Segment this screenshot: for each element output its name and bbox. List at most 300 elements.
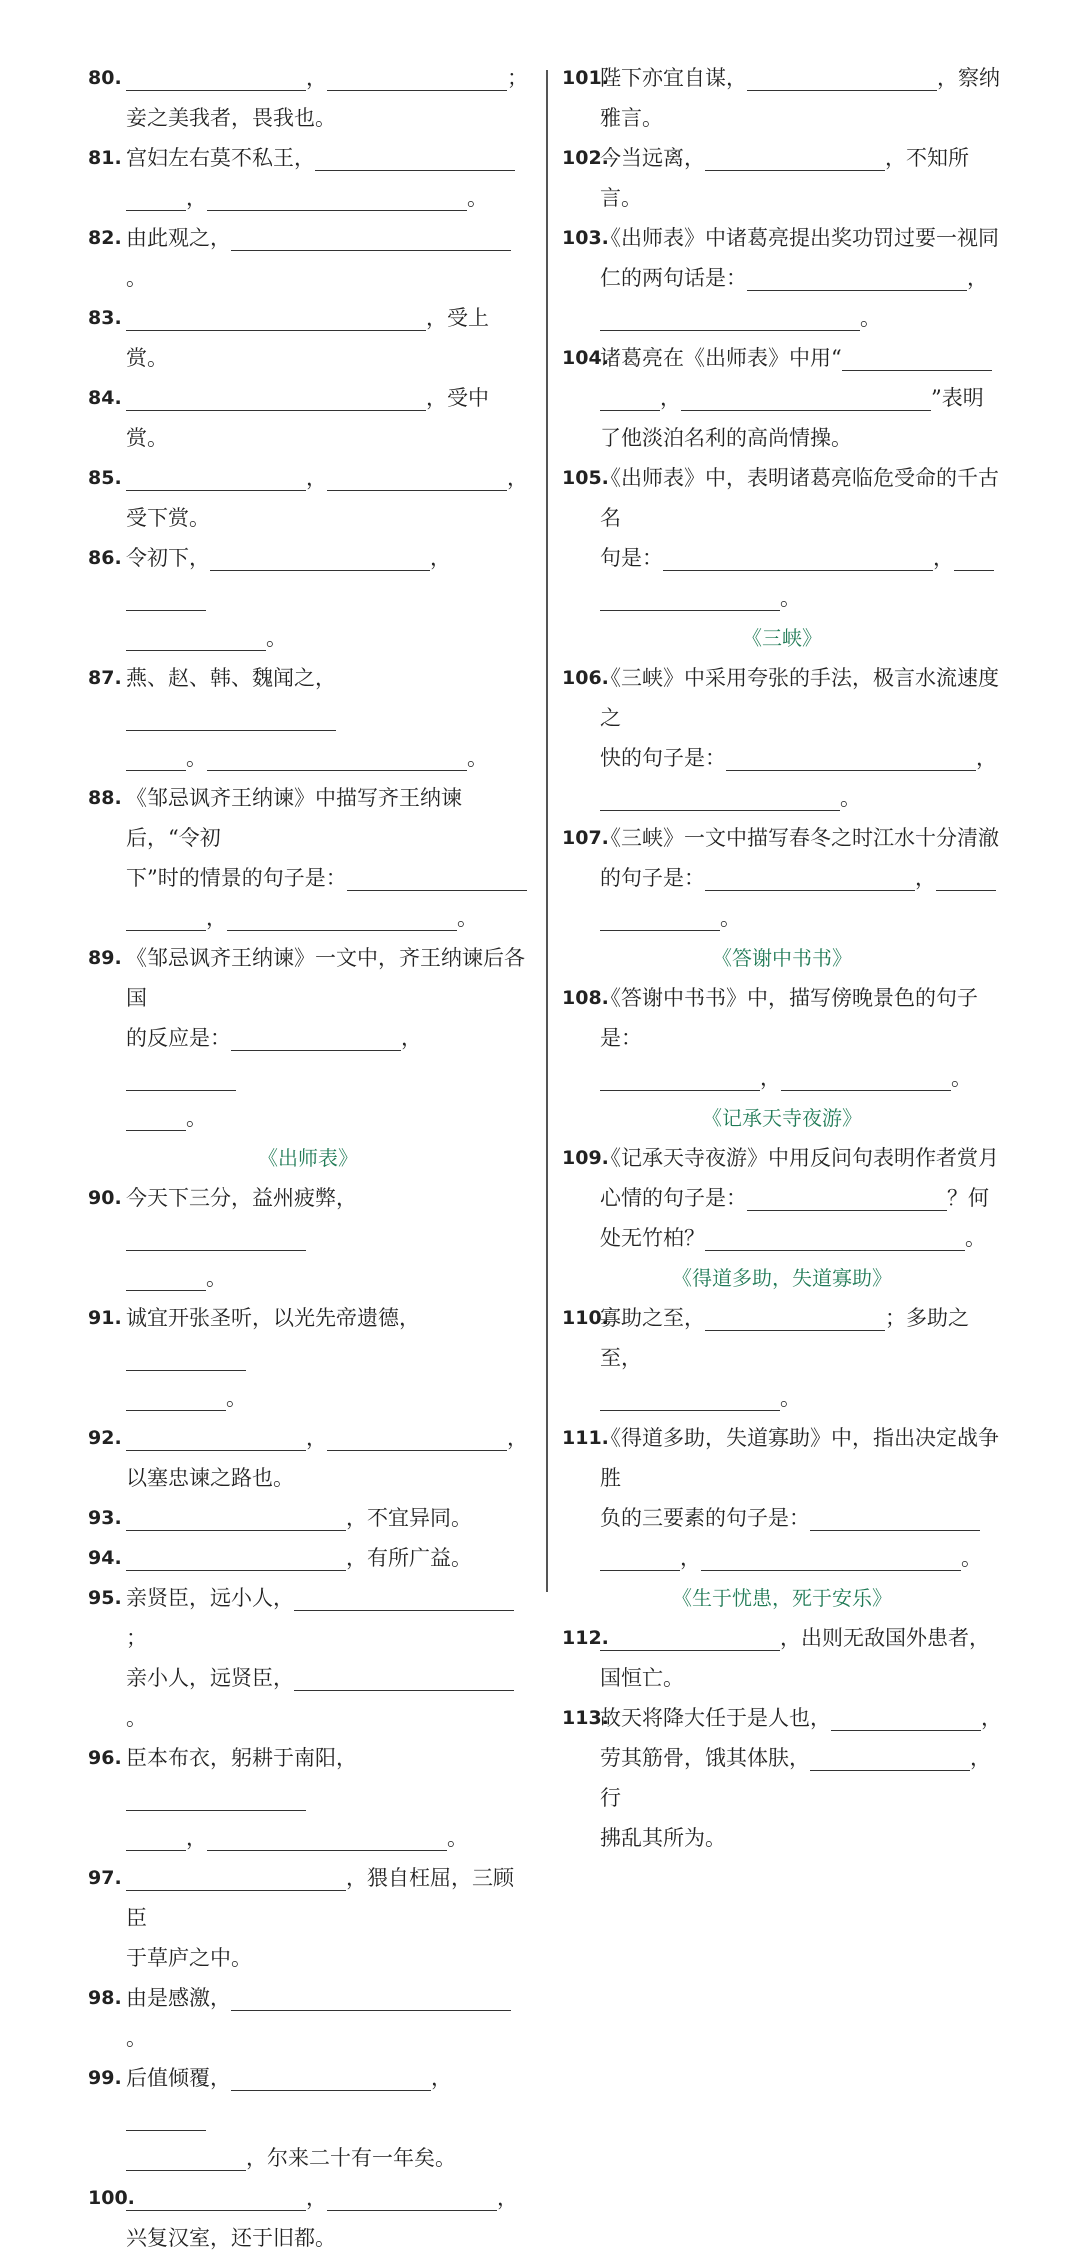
question-text: 的反应是： [126,1026,231,1050]
question-line [126,898,528,938]
question-line [600,1658,1002,1698]
question-line [126,738,528,778]
question-text: 。 [186,1106,207,1130]
question-text: 。 [467,186,488,210]
question-line [126,1578,528,1658]
question-line [600,738,1002,778]
answer-blank[interactable] [126,2104,206,2131]
question-text: 。 [840,786,861,810]
question-line [600,1058,1002,1098]
question-item [88,138,528,218]
question-item [88,1178,528,1298]
question-text: 《邹忌讽齐王纳谏》中描写齐王纳谏后，“令初 [126,786,462,850]
question-text: 。 [951,1066,972,1090]
answer-blank[interactable] [210,544,430,571]
question-number: 87. [88,667,122,689]
question-line [126,458,528,498]
question-item [562,1698,1002,1858]
question-line [126,778,528,858]
question-text: 。 [186,746,207,770]
question-text: ，尔来二十有一年矣。 [246,2146,456,2170]
question-text: 心情的句子是： [600,1186,747,1210]
question-text: 了他淡泊名利的高尚情操。 [600,426,852,450]
question-line [126,1178,528,1258]
question-text: 。 [447,1826,468,1850]
question-number: 86. [88,547,122,569]
question-number: 95. [88,1587,122,1609]
column-divider [546,70,548,1592]
question-text: 今天下三分，益州疲弊， [126,1186,357,1210]
question-number: 108. [562,987,609,1009]
question-item [562,138,1002,218]
question-text: 。 [780,1386,801,1410]
question-line [126,1258,528,1298]
question-number: 109. [562,1147,609,1169]
answer-blank[interactable] [126,1544,346,1571]
question-text: 令初下， [126,546,210,570]
answer-blank[interactable] [831,1704,981,1731]
question-line [600,658,1002,738]
answer-blank[interactable] [231,2064,431,2091]
question-text: 燕、赵、韩、魏闻之， [126,666,336,690]
question-line [600,458,1002,538]
question-line [126,298,528,378]
question-text: ， [507,466,528,490]
question-text: ， [206,906,227,930]
answer-blank[interactable] [705,144,885,171]
question-item [88,778,528,938]
question-line [126,2138,528,2178]
question-line [126,178,528,218]
question-number: 97. [88,1867,122,1889]
question-text: 妾之美我者，畏我也。 [126,106,336,130]
question-text: 。 [126,266,147,290]
question-text: 拂乱其所为。 [600,1826,726,1850]
question-text: 国恒亡。 [600,1666,684,1690]
question-number: 111. [562,1427,609,1449]
question-text: 。 [266,626,287,650]
question-number: 88. [88,787,122,809]
question-text: ， [186,1826,207,1850]
question-text: ， [967,266,988,290]
answer-blank[interactable] [294,1664,514,1691]
question-line [600,1138,1002,1178]
question-number: 90. [88,1187,122,1209]
answer-blank[interactable] [600,304,860,331]
answer-blank[interactable] [207,744,467,771]
question-text: ， [306,2186,327,2210]
question-text: ，察纳 [937,66,1000,90]
question-text: 。 [720,906,741,930]
question-text: 故天将降大任于是人也， [600,1706,831,1730]
answer-blank[interactable] [327,464,507,491]
question-text: 。 [965,1226,986,1250]
question-line [600,858,1002,898]
answer-blank[interactable] [600,904,720,931]
question-text: 臣本布衣，躬耕于南阳， [126,1746,357,1770]
answer-blank[interactable] [705,1304,885,1331]
question-text: 。 [467,746,488,770]
question-text: 。 [126,2026,147,2050]
answer-blank[interactable] [954,544,994,571]
question-item [562,978,1002,1098]
question-number: 94. [88,1547,122,1569]
question-text: 《三峡》一文中描写春冬之时江水十分清澈 [600,826,999,850]
question-text: 处无竹柏？ [600,1226,705,1250]
answer-blank[interactable] [126,1824,186,1851]
question-item [88,2178,528,2258]
question-item [88,1418,528,1498]
question-text: 劳其筋骨，饿其体肤， [600,1746,810,1770]
question-line [600,1738,1002,1818]
answer-blank[interactable] [126,184,186,211]
question-number: 84. [88,387,122,409]
answer-blank[interactable] [681,384,931,411]
answer-blank[interactable] [126,744,186,771]
question-item [88,1578,528,1738]
question-number: 91. [88,1307,122,1329]
answer-blank[interactable] [126,1864,346,1891]
question-line [126,2218,528,2258]
question-text: 《出师表》中诸葛亮提出奖功罚过要一视同 [600,226,999,250]
answer-blank[interactable] [126,2144,246,2171]
question-text: 诚宜开张圣听，以光先帝遗德， [126,1306,420,1330]
question-line [126,858,528,898]
question-item [88,378,528,458]
question-text: ， [660,386,681,410]
answer-blank[interactable] [327,2184,497,2211]
answer-blank[interactable] [781,1064,951,1091]
answer-blank[interactable] [600,584,780,611]
answer-blank[interactable] [231,224,511,251]
question-number: 105. [562,467,609,489]
answer-blank[interactable] [126,1224,306,1251]
answer-blank[interactable] [810,1744,970,1771]
question-number: 112. [562,1627,609,1649]
question-text: 仁的两句话是： [600,266,747,290]
question-text: ； [507,66,528,90]
answer-blank[interactable] [126,304,426,331]
question-line [600,258,1002,298]
right-column [562,58,1002,1858]
answer-blank[interactable] [294,1584,514,1611]
question-text: 亲贤臣，远小人， [126,1586,294,1610]
answer-blank[interactable] [600,784,840,811]
question-line [126,498,528,538]
question-line [600,898,1002,938]
question-text: ，有所广益。 [346,1546,472,1570]
answer-blank[interactable] [747,64,937,91]
question-text: ，受上赏。 [126,306,489,370]
answer-blank[interactable] [842,344,992,371]
question-line [126,1818,528,1858]
section-heading: 《得道多助，失道寡助》 [672,1266,892,1290]
question-item [88,1978,528,2058]
question-text: ， [306,1426,327,1450]
question-item [562,1418,1002,1578]
question-number: 85. [88,467,122,489]
question-line [126,658,528,738]
question-line [126,1978,528,2058]
question-text: 《记承天寺夜游》中用反问句表明作者赏月 [600,1146,999,1170]
answer-blank[interactable] [126,1784,306,1811]
question-text: ？何 [947,1186,989,1210]
question-text: 的句子是： [600,866,705,890]
question-item [562,658,1002,818]
question-text: 。 [457,906,478,930]
question-line [600,218,1002,258]
answer-blank[interactable] [747,264,967,291]
question-text: 兴复汉室，还于旧都。 [126,2226,336,2250]
question-text: 负的三要素的句子是： [600,1506,810,1530]
answer-blank[interactable] [207,1824,447,1851]
question-text: ， [680,1546,701,1570]
answer-blank[interactable] [126,384,426,411]
answer-blank[interactable] [231,1024,401,1051]
question-number: 81. [88,147,122,169]
answer-blank[interactable] [126,1424,306,1451]
question-text: 以塞忠谏之路也。 [126,1466,294,1490]
question-number: 106. [562,667,609,689]
question-line [126,1098,528,1138]
answer-blank[interactable] [327,64,507,91]
question-text: ，猥自枉屈，三顾臣 [126,1866,514,1930]
question-item [88,1538,528,1578]
question-line [126,938,528,1018]
question-text: ； [126,1626,147,1650]
answer-blank[interactable] [315,144,515,171]
question-line [126,2058,528,2138]
question-text: ， [497,2186,518,2210]
question-line [600,578,1002,618]
question-item [562,458,1002,618]
question-line [600,1378,1002,1418]
question-line [126,1538,528,1578]
question-text: 寡助之至， [600,1306,705,1330]
answer-blank[interactable] [936,864,996,891]
question-line [126,1938,528,1978]
question-text: 。 [780,586,801,610]
question-text: ， [507,1426,528,1450]
question-item [88,458,528,538]
question-text: 亲小人，远贤臣， [126,1666,294,1690]
answer-blank[interactable] [600,1384,780,1411]
question-text: 。 [126,1706,147,1730]
answer-blank[interactable] [126,2184,306,2211]
answer-blank[interactable] [705,1224,965,1251]
question-line [600,1298,1002,1378]
question-line [126,618,528,658]
question-line [600,58,1002,98]
question-text: 陛下亦宜自谋， [600,66,747,90]
question-text: ，出则无敌国外患者， [780,1626,990,1650]
question-item [562,1618,1002,1698]
question-line [600,778,1002,818]
question-line [600,538,1002,578]
question-number: 83. [88,307,122,329]
question-number: 104. [562,347,609,369]
section-heading: 《记承天寺夜游》 [702,1106,862,1130]
question-line [600,1498,1002,1538]
left-column [88,58,528,2258]
question-text: 雅言。 [600,106,663,130]
question-line [126,538,528,618]
question-line [600,418,1002,458]
question-item [562,58,1002,138]
question-line [126,1458,528,1498]
question-text: ，行 [600,1746,991,1810]
answer-blank[interactable] [600,384,660,411]
question-item [88,938,528,1138]
question-line [126,1298,528,1378]
question-number: 93. [88,1507,122,1529]
question-text: 后值倾覆， [126,2066,231,2090]
answer-blank[interactable] [126,624,266,651]
question-line [126,1738,528,1818]
answer-blank[interactable] [126,1344,246,1371]
question-line [600,98,1002,138]
question-text: ”表明 [931,386,984,410]
question-number: 96. [88,1747,122,1769]
question-item [562,1298,1002,1418]
question-item [88,538,528,658]
question-text: 今当远离， [600,146,705,170]
question-text: ， [306,66,327,90]
question-line [126,218,528,298]
question-line [600,1418,1002,1498]
section-heading: 《出师表》 [258,1146,358,1170]
answer-blank[interactable] [600,1624,780,1651]
question-number: 98. [88,1987,122,2009]
answer-blank[interactable] [600,1544,680,1571]
question-text: 句是： [600,546,663,570]
question-text: ；多助之至， [600,1306,969,1370]
question-number: 101. [562,67,609,89]
question-line [126,1858,528,1938]
question-text: ， [430,546,451,570]
question-item [88,298,528,378]
question-line [126,1658,528,1738]
answer-blank[interactable] [600,1064,760,1091]
section-heading: 《三峡》 [742,626,822,650]
answer-blank[interactable] [126,64,306,91]
question-line [600,1698,1002,1738]
question-number: 103. [562,227,609,249]
question-text: 《出师表》中，表明诸葛亮临危受命的千古名 [600,466,999,530]
answer-blank[interactable] [327,1424,507,1451]
answer-blank[interactable] [663,544,933,571]
question-text: 《邹忌讽齐王纳谏》一文中，齐王纳谏后各国 [126,946,525,1010]
question-text: ， [981,1706,1002,1730]
answer-blank[interactable] [126,584,206,611]
question-item [562,1138,1002,1258]
question-number: 99. [88,2067,122,2089]
question-text: ，受中赏。 [126,386,489,450]
question-item [562,338,1002,458]
question-text: 快的句子是： [600,746,726,770]
question-item [88,2058,528,2178]
question-number: 82. [88,227,122,249]
question-line [126,1018,528,1098]
answer-blank[interactable] [126,1264,206,1291]
question-item [562,818,1002,938]
answer-blank[interactable] [126,464,306,491]
question-number: 113. [562,1707,609,1729]
question-item [88,658,528,778]
question-line [600,1218,1002,1258]
question-number: 80. [88,67,122,89]
question-line [126,1418,528,1458]
question-text: 《三峡》中采用夸张的手法，极言水流速度之 [600,666,999,730]
question-text: 诸葛亮在《出师表》中用“ [600,346,842,370]
question-number: 107. [562,827,609,849]
answer-blank[interactable] [207,184,467,211]
question-line [600,978,1002,1058]
answer-blank[interactable] [126,1384,226,1411]
question-text: 。 [860,306,881,330]
question-number: 100. [88,2187,135,2209]
question-line [126,2178,528,2218]
question-line [600,818,1002,858]
question-text: ， [976,746,997,770]
answer-blank[interactable] [726,744,976,771]
question-text: 。 [206,1266,227,1290]
question-number: 92. [88,1427,122,1449]
question-text: 由是感激， [126,1986,231,2010]
question-text: ， [760,1066,781,1090]
question-line [600,298,1002,338]
question-number: 110. [562,1307,609,1329]
question-text: 宫妇左右莫不私王， [126,146,315,170]
answer-blank[interactable] [126,1064,236,1091]
answer-blank[interactable] [126,1104,186,1131]
question-line [600,338,1002,378]
question-text: ， [933,546,954,570]
answer-blank[interactable] [747,1184,947,1211]
question-item [88,1858,528,1978]
question-text: 受下赏。 [126,506,210,530]
answer-blank[interactable] [705,864,915,891]
answer-blank[interactable] [347,864,527,891]
section-heading: 《答谢中书书》 [712,946,852,970]
question-text: 由此观之， [126,226,231,250]
answer-blank[interactable] [126,1504,346,1531]
question-item [88,1738,528,1858]
question-line [126,1498,528,1538]
question-text: ，不知所言。 [600,146,969,210]
question-number: 102. [562,147,609,169]
answer-blank[interactable] [231,1984,511,2011]
question-item [88,218,528,298]
question-line [600,1178,1002,1218]
answer-blank[interactable] [227,904,457,931]
answer-blank[interactable] [126,704,336,731]
answer-blank[interactable] [701,1544,961,1571]
question-text: 《得道多助，失道寡助》中，指出决定战争胜 [600,1426,999,1490]
question-text: 于草庐之中。 [126,1946,252,1970]
question-line [600,1818,1002,1858]
answer-blank[interactable] [126,904,206,931]
question-text: ，不宜异同。 [346,1506,472,1530]
question-item [88,1298,528,1418]
question-item [88,1498,528,1538]
question-line [126,378,528,458]
question-text: 。 [961,1546,982,1570]
answer-blank[interactable] [810,1504,980,1531]
question-line [600,1538,1002,1578]
question-text: ， [431,2066,452,2090]
question-text: 《答谢中书书》中，描写傍晚景色的句子是： [600,986,978,1050]
